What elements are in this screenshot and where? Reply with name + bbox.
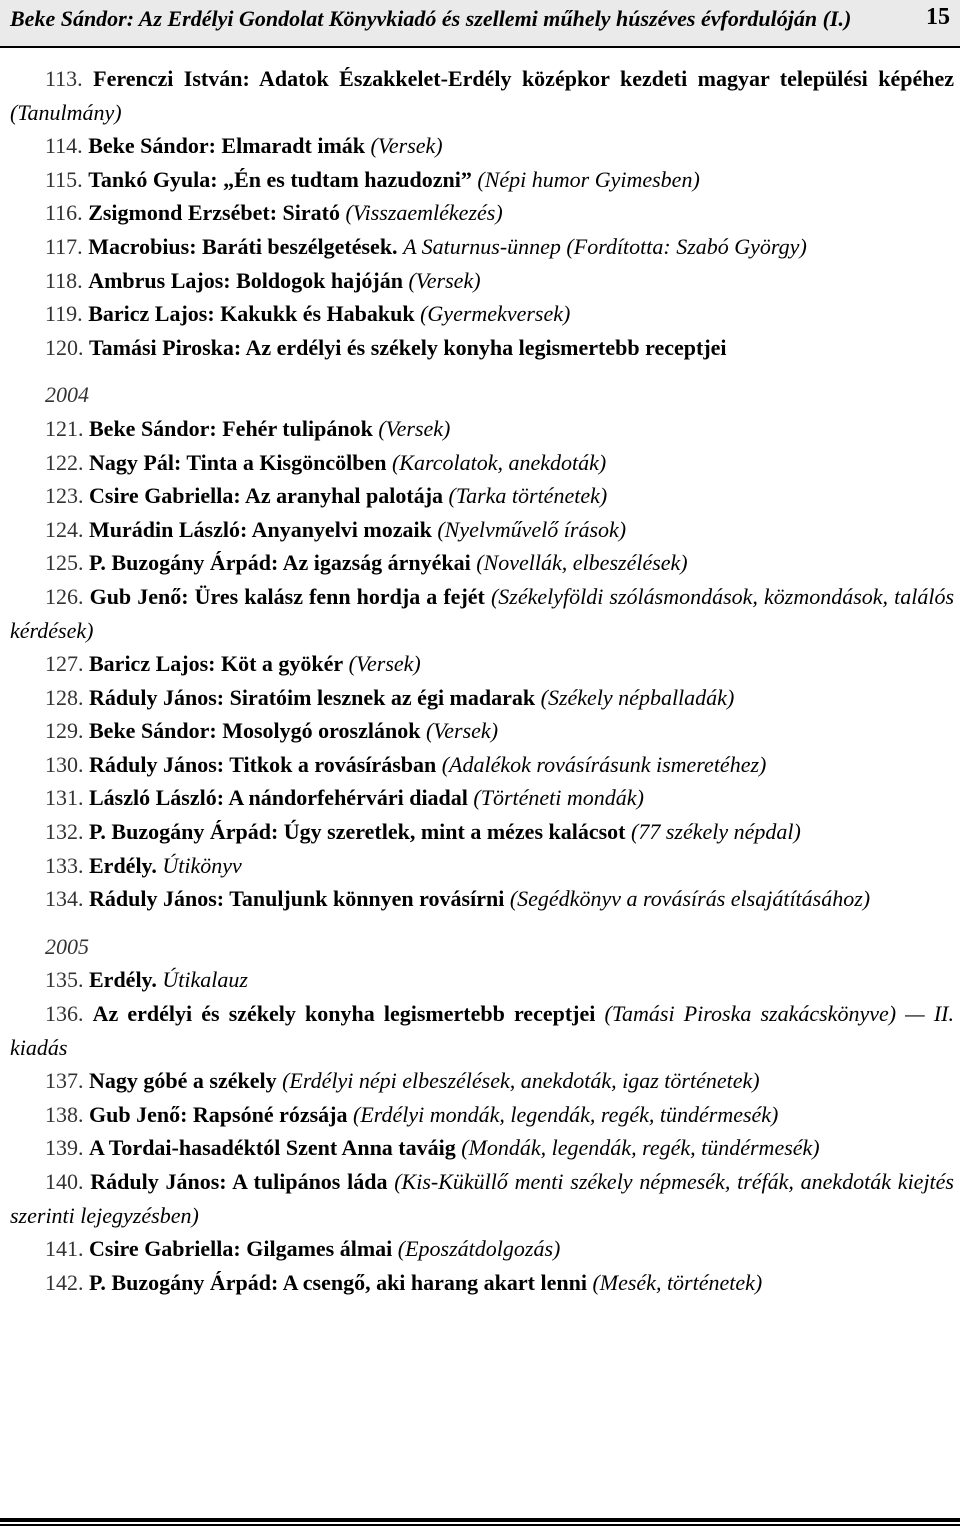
- bibliography-entry: [10, 580, 954, 647]
- entry-title: Baricz Lajos: Köt a gyökér: [89, 651, 344, 677]
- entry-number: 139.: [45, 1135, 84, 1161]
- bibliography-entry: [10, 997, 954, 1064]
- entry-number: 135.: [45, 967, 84, 993]
- entry-genre-note: (Karcolatok, anekdoták): [391, 449, 607, 475]
- entry-genre-note: (Nyelvművelő írások): [437, 516, 627, 542]
- entry-number: 116.: [45, 200, 83, 226]
- entry-genre-note: (Székelyföldi szólásmondások, közmondások, találós kérdések): [10, 583, 955, 643]
- entry-title: Beke Sándor: Mosolygó oroszlánok: [89, 718, 421, 744]
- entry-title: Macrobius: Baráti beszélgetések.: [88, 233, 398, 259]
- entry-title: Gub Jenő: Rapsóné rózsája: [89, 1101, 348, 1127]
- bibliography-entry: [10, 163, 954, 197]
- bibliography-entry: [10, 479, 954, 513]
- entry-title: Ferenczi István: Adatok Északkelet-Erdély középkor kezdeti magyar települési képéhez: [93, 66, 954, 91]
- entry-genre-note: Útikalauz: [162, 967, 248, 993]
- entry-genre-note: (Tarka történetek): [448, 483, 608, 509]
- entry-number: 124.: [45, 516, 84, 542]
- footer-rule-thick: [0, 1518, 960, 1522]
- entry-genre-note: (77 székely népdal): [631, 819, 801, 845]
- entry-title: Ráduly János: Tanuljunk könnyen rovásírni: [89, 886, 505, 912]
- entry-title: A Tordai-hasadéktól Szent Anna taváig: [89, 1135, 456, 1161]
- year-heading-2004: 2004: [45, 382, 89, 408]
- entry-title: Tankó Gyula: „Én es tudtam hazudozni”: [88, 166, 472, 192]
- entry-genre-note: (Népi humor Gyimesben): [477, 166, 700, 192]
- bibliography-entry: [10, 1165, 954, 1232]
- entry-title: Csire Gabriella: Gilgames álmai: [89, 1236, 393, 1262]
- entry-number: 128.: [45, 684, 84, 710]
- entry-genre-note: (Mesék, történetek): [592, 1269, 763, 1295]
- bibliography-entry: [10, 781, 954, 815]
- entry-number: 129.: [45, 718, 84, 744]
- entry-title: Murádin László: Anyanyelvi mozaik: [89, 516, 432, 542]
- entry-title: Ráduly János: Siratóim lesznek az égi madarak: [89, 684, 536, 710]
- bibliography-entry: [10, 882, 954, 916]
- entry-genre-note: (Segédkönyv a rovásírás elsajátításához): [509, 886, 871, 912]
- bibliography-entry: [10, 815, 954, 849]
- entry-genre-note: (Kis-Küküllő menti székely népmesék, tréfák, anekdoták kiejtés szerinti lejegyzésben): [10, 1169, 954, 1228]
- entry-title: Baricz Lajos: Kakukk és Habakuk: [88, 301, 415, 327]
- entries-group-2003: [10, 62, 954, 364]
- bibliography-entry: [10, 849, 954, 883]
- entry-number: 115.: [45, 166, 83, 192]
- bibliography-entry: [10, 513, 954, 547]
- entry-number: 126.: [45, 583, 84, 609]
- bibliography-entry: [10, 331, 954, 365]
- entry-title: László László: A nándorfehérvári diadal: [89, 785, 468, 811]
- entry-number: 120.: [45, 334, 84, 360]
- entry-number: 142.: [45, 1269, 84, 1295]
- entry-genre-note: (Versek): [425, 718, 499, 744]
- entry-number: 138.: [45, 1101, 84, 1127]
- entries-group-2004: [10, 412, 954, 916]
- entry-number: 123.: [45, 483, 84, 509]
- entry-genre-note: A Saturnus-ünnep (Fordította: Szabó György): [403, 233, 807, 259]
- entry-genre-note: (Történeti mondák): [473, 785, 644, 811]
- bibliography-entry: [10, 446, 954, 480]
- entry-title: Erdély.: [89, 852, 157, 878]
- entry-number: 141.: [45, 1236, 84, 1262]
- entry-number: 127.: [45, 651, 84, 677]
- entry-genre-note: (Mondák, legendák, regék, tündérmesék): [461, 1135, 820, 1161]
- bibliography-entry: [10, 196, 954, 230]
- entry-genre-note: (Erdélyi mondák, legendák, regék, tündérmesék): [353, 1101, 779, 1127]
- entry-title: Zsigmond Erzsébet: Sirató: [88, 200, 340, 226]
- entry-number: 113.: [45, 66, 83, 91]
- entry-number: 133.: [45, 852, 84, 878]
- entry-title: P. Buzogány Árpád: Úgy szeretlek, mint a mézes kalácsot: [89, 819, 626, 845]
- entry-genre-note: (Gyermekversek): [420, 301, 571, 327]
- entry-genre-note: Útikönyv: [162, 852, 242, 878]
- entry-number: 117.: [45, 233, 83, 259]
- entry-genre-note: (Eposzátdolgozás): [397, 1236, 561, 1262]
- footer-rule-thin: [0, 1524, 960, 1526]
- entry-title: Az erdélyi és székely konyha legismertebb receptjei: [92, 1001, 596, 1027]
- entry-title: P. Buzogány Árpád: A csengő, aki harang akart lenni: [89, 1269, 587, 1295]
- bibliography-entry: [10, 1131, 954, 1165]
- entry-title: Ráduly János: Titkok a rovásírásban: [89, 751, 437, 777]
- entry-genre-note: (Novellák, elbeszélések): [476, 550, 688, 576]
- entry-number: 131.: [45, 785, 84, 811]
- entry-title: Tamási Piroska: Az erdélyi és székely konyha legismertebb receptjei: [89, 334, 727, 360]
- bibliography-entry: [10, 963, 954, 997]
- entry-genre-note: (Adalékok rovásírásunk ismeretéhez): [441, 751, 767, 777]
- bibliography-entry: [10, 748, 954, 782]
- running-title: Beke Sándor: Az Erdélyi Gondolat Könyvkiadó és szellemi műhely húszéves évfordulóján (I.): [10, 6, 852, 31]
- bibliography-entry: [10, 1266, 954, 1300]
- entry-genre-note: (Visszaemlékezés): [345, 200, 503, 226]
- bibliography-entry: [10, 412, 954, 446]
- bibliography-entry: [10, 1064, 954, 1098]
- entry-genre-note: (Versek): [378, 415, 451, 441]
- entry-title: Nagy Pál: Tinta a Kisgöncölben: [89, 449, 387, 475]
- entry-genre-note: (Erdélyi népi elbeszélések, anekdoták, igaz történetek): [282, 1068, 760, 1094]
- entry-genre-note: (Székely népballadák): [540, 684, 735, 710]
- entry-title: Csire Gabriella: Az aranyhal palotája: [89, 483, 444, 509]
- bibliography-list: [10, 62, 954, 1299]
- entry-title: Gub Jenő: Üres kalász fenn hordja a fejét: [89, 583, 485, 609]
- bibliography-entry: [10, 129, 954, 163]
- bibliography-entry: [10, 230, 954, 264]
- entry-title: P. Buzogány Árpád: Az igazság árnyékai: [89, 550, 471, 576]
- entry-number: 114.: [45, 133, 83, 159]
- page-number: 15: [926, 4, 950, 30]
- entry-title: Ambrus Lajos: Boldogok hajóján: [88, 267, 403, 293]
- entry-number: 137.: [45, 1068, 84, 1094]
- entry-title: Ráduly János: A tulipános láda: [90, 1169, 388, 1194]
- bibliography-entry: [10, 1232, 954, 1266]
- bibliography-entry: [10, 681, 954, 715]
- entry-title: Beke Sándor: Elmaradt imák: [88, 133, 366, 159]
- entries-group-2005: [10, 963, 954, 1299]
- bibliography-entry: [10, 1098, 954, 1132]
- entry-genre-note: (Tanulmány): [10, 99, 122, 125]
- bibliography-entry: [10, 297, 954, 331]
- entry-number: 130.: [45, 751, 84, 777]
- year-heading-2005: 2005: [45, 933, 89, 959]
- entry-number: 121.: [45, 415, 84, 441]
- entry-title: Erdély.: [89, 967, 157, 993]
- entry-number: 118.: [45, 267, 83, 293]
- bibliography-entry: [10, 714, 954, 748]
- entry-number: 136.: [45, 1001, 84, 1027]
- entry-number: 140.: [45, 1169, 84, 1194]
- entry-number: 134.: [45, 886, 84, 912]
- entry-title: Beke Sándor: Fehér tulipánok: [89, 415, 373, 441]
- bibliography-entry: [10, 647, 954, 681]
- entry-genre-note: (Versek): [370, 133, 443, 159]
- entry-genre-note: (Versek): [348, 651, 421, 677]
- entry-genre-note: (Tamási Piroska szakácskönyve) — II. kiadás: [10, 1001, 955, 1060]
- bibliography-entry: [10, 546, 954, 580]
- bibliography-entry: [10, 62, 954, 129]
- entry-number: 125.: [45, 550, 84, 576]
- entry-number: 122.: [45, 449, 84, 475]
- entry-number: 132.: [45, 819, 84, 845]
- bibliography-entry: [10, 264, 954, 298]
- entry-number: 119.: [45, 301, 83, 327]
- entry-title: Nagy góbé a székely: [89, 1068, 277, 1094]
- running-header: [0, 0, 960, 48]
- entry-genre-note: (Versek): [408, 267, 481, 293]
